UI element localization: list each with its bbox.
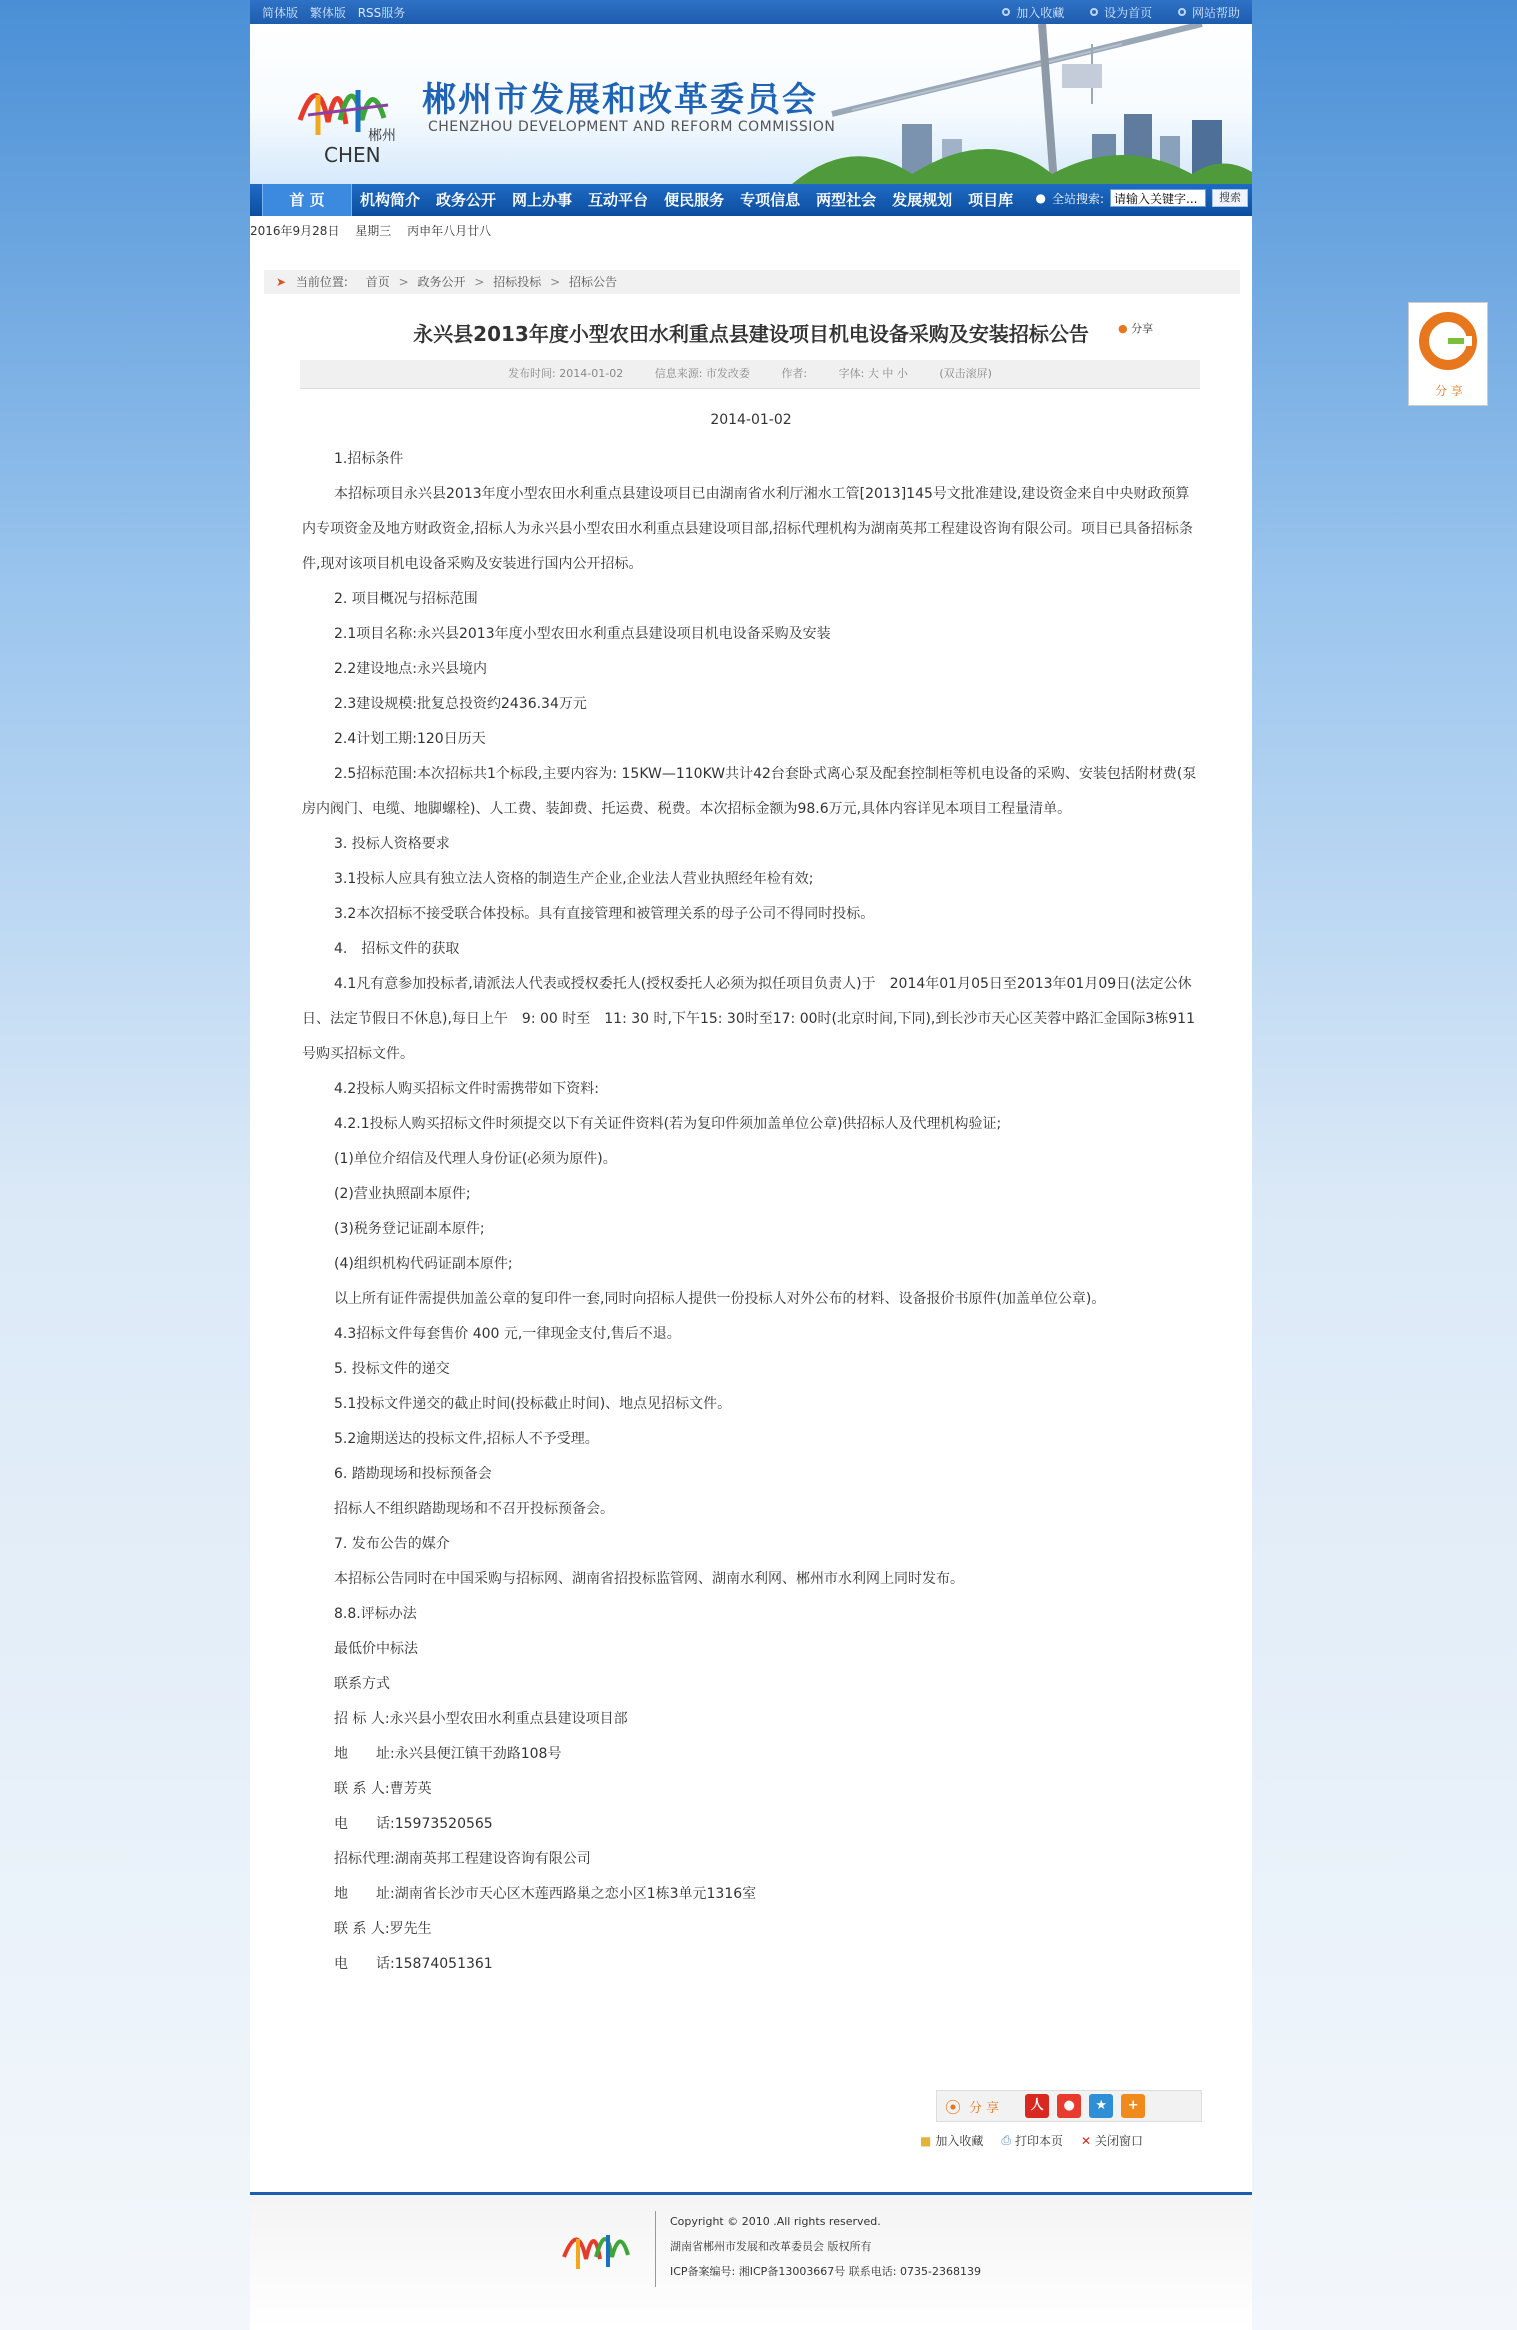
nav-online-service[interactable]: 网上办事 — [512, 191, 573, 209]
paragraph: 2.2建设地点:永兴县境内 — [334, 661, 487, 677]
logo-text-cn: 郴州 — [368, 128, 396, 144]
current-date: 2016年9月28日 — [250, 224, 340, 238]
article-title: 永兴县2013年度小型农田水利重点县建设项目机电设备采购及安装招标公告 — [413, 322, 1089, 346]
set-homepage-link[interactable] — [1090, 4, 1152, 21]
paragraph: 2.5招标范围:本次招标共1个标段,主要内容为: 15KW—110KW共计42台套卧式离心泵及配套控制柜等机电设备的采购、安装包括附材费(泵房内阀门、电缆、地脚螺栓)、人工费、装卸费、托运费、税费。本次招标金额为98.6万元,具体内容详见本项目工程量清单。 — [302, 766, 1197, 817]
paragraph: 1.招标条件 — [334, 451, 404, 467]
paragraph: 4.1凡有意参加投标者,请派法人代表或授权委托人(授权委托人必须为拟任项目负责人)于 2014年01月05日至2013年01月09日(法定公休日、法定节假日不休息),每日上午 9: 00 时至 11: 30 时,下午15: 30时至17: 00时(北京时间,下同),到长沙市天心区芙蓉中路汇金国际3栋911号购买招标文件。 — [302, 976, 1195, 1062]
breadcrumb-sep-icon: > — [550, 275, 561, 289]
paragraph: 4.3招标文件每套售价 400 元,一律现金支付,售后不退。 — [334, 1326, 681, 1342]
meta-font-size[interactable]: 字体: 大 中 小 — [838, 367, 908, 380]
nav-home[interactable]: 首 页 — [262, 184, 352, 216]
language-links — [262, 4, 413, 21]
main-nav — [250, 184, 1252, 216]
footer-chen-logo-icon — [556, 2213, 646, 2293]
nav-org-intro[interactable]: 机构简介 — [360, 191, 421, 209]
search-icon: ● — [1035, 191, 1046, 205]
breadcrumb-bidding[interactable]: 招标投标 — [493, 275, 542, 289]
article-tools — [920, 2132, 1143, 2149]
paragraph: 联系方式 — [334, 1676, 390, 1692]
paragraph: 2.3建设规模:批复总投资约2436.34万元 — [334, 696, 587, 712]
nav-two-type-society[interactable]: 两型社会 — [816, 191, 877, 209]
meta-author: 作者: — [781, 367, 808, 380]
paragraph: 地 址:永兴县便江镇干劲路108号 — [334, 1746, 562, 1762]
paragraph: 3. 投标人资格要求 — [334, 836, 450, 852]
paragraph: 地 址:湖南省长沙市天心区木莲西路巢之恋小区1栋3单元1316室 — [334, 1886, 757, 1902]
breadcrumb-bid-notice[interactable]: 招标公告 — [568, 275, 617, 289]
print-tool[interactable] — [1001, 2132, 1063, 2149]
share-bar-label[interactable]: 分 享 — [969, 2100, 1000, 2116]
weibo-share-icon[interactable]: ● — [1057, 2094, 1081, 2118]
bullet-icon — [1090, 8, 1098, 16]
paragraph: 联 系 人:罗先生 — [334, 1921, 432, 1937]
top-links — [980, 4, 1240, 21]
paragraph: 4. 招标文件的获取 — [334, 941, 460, 957]
paragraph: 5.2逾期送达的投标文件,招标人不予受理。 — [334, 1431, 599, 1447]
page-container — [250, 0, 1252, 2330]
print-tool-label: 打印本页 — [1014, 2134, 1063, 2148]
nav-special-info[interactable]: 专项信息 — [740, 191, 801, 209]
paragraph: 6. 踏勘现场和投标预备会 — [334, 1466, 492, 1482]
breadcrumb-gov-affairs[interactable]: 政务公开 — [417, 275, 466, 289]
site-help-label: 网站帮助 — [1191, 5, 1240, 20]
search-button[interactable]: 搜索 — [1212, 189, 1248, 207]
paragraph: 5. 投标文件的递交 — [334, 1361, 450, 1377]
close-tool-label: 关闭窗口 — [1095, 2134, 1144, 2148]
crane-skyline-image — [792, 24, 1252, 184]
share-mini-label: 分享 — [1131, 322, 1154, 335]
more-share-icon[interactable]: + — [1121, 2094, 1145, 2118]
paragraph: 电 话:15973520565 — [334, 1816, 493, 1832]
meta-scroll: (双击滚屏) — [939, 367, 992, 380]
paragraph: 5.1投标文件递交的截止时间(投标截止时间)、地点见招标文件。 — [334, 1396, 732, 1412]
qzone-share-icon[interactable]: ★ — [1089, 2094, 1113, 2118]
paragraph: 招 标 人:永兴县小型农田水利重点县建设项目部 — [334, 1711, 628, 1727]
paragraph: 以上所有证件需提供加盖公章的复印件一套,同时向招标人提供一份投标人对外公布的材料、设备报价书原件(加盖单位公章)。 — [334, 1291, 1106, 1307]
paragraph: 4.2.1投标人购买招标文件时须提交以下有关证件资料(若为复印件须加盖单位公章)供招标人及代理机构验证; — [334, 1116, 1002, 1132]
meta-published: 发布时间: 2014-01-02 — [508, 367, 624, 380]
meta-source: 信息来源: 市发改委 — [654, 367, 750, 380]
set-homepage-label: 设为首页 — [1104, 5, 1153, 20]
paragraph: 2.1项目名称:永兴县2013年度小型农田水利重点县建设项目机电设备采购及安装 — [334, 626, 831, 642]
paragraph: 8.8.评标办法 — [334, 1606, 417, 1622]
site-search — [1035, 189, 1248, 207]
breadcrumb-prefix: 当前位置: — [295, 275, 348, 289]
paragraph: (1)单位介绍信及代理人身份证(必须为原件)。 — [334, 1151, 617, 1167]
banner — [250, 24, 1252, 184]
footer-icp: ICP备案编号: 湘ICP备13003667号 联系电话: 0735-2368139 — [670, 2265, 981, 2278]
renren-share-icon[interactable]: 人 — [1025, 2094, 1049, 2118]
paragraph: 电 话:15874051361 — [334, 1956, 493, 1972]
article-date: 2014-01-02 — [710, 412, 792, 428]
share-mini-button[interactable] — [1118, 320, 1153, 336]
folder-icon: ■ — [920, 2133, 932, 2148]
breadcrumb-sep-icon: > — [474, 275, 485, 289]
share-bar — [936, 2090, 1202, 2122]
footer-vertical-divider — [655, 2211, 656, 2287]
article-meta — [300, 360, 1200, 389]
close-window-tool[interactable] — [1081, 2132, 1143, 2149]
search-input[interactable] — [1110, 189, 1206, 207]
printer-icon: ⎙ — [1001, 2133, 1011, 2147]
add-favorite-tool[interactable] — [920, 2132, 983, 2149]
paragraph: 联 系 人:曹芳英 — [334, 1781, 432, 1797]
lunar-date: 丙申年八月廿八 — [407, 224, 492, 238]
paragraph: 招标代理:湖南英邦工程建设咨询有限公司 — [334, 1851, 591, 1867]
logo-text-en: CHEN — [324, 143, 381, 167]
add-favorite-link[interactable] — [1002, 4, 1064, 21]
paragraph: 本招标项目永兴县2013年度小型农田水利重点县建设项目已由湖南省水利厅湘水工管[2013]145号文批准建设,建设资金来自中央财政预算内专项资金及地方财政资金,招标人为永兴县小型农田水利重点县建设项目部,招标代理机构为湖南英邦工程建设咨询有限公司。项目已具备招标条件,现对该项目机电设备采购及安装进行国内公开招标。 — [302, 486, 1193, 572]
close-icon: ✕ — [1080, 2133, 1092, 2148]
paragraph: 2.4计划工期:120日历天 — [334, 731, 486, 747]
top-bar — [250, 0, 1252, 24]
paragraph: 4.2投标人购买招标文件时需携带如下资料: — [334, 1081, 599, 1097]
paragraph: 2. 项目概况与招标范围 — [334, 591, 478, 607]
search-label: 全站搜索: — [1051, 191, 1104, 206]
footer — [250, 2195, 1252, 2330]
simplified-link[interactable]: 简体版 — [262, 5, 299, 20]
nav-gov-affairs[interactable]: 政务公开 — [436, 191, 497, 209]
add-favorite-label: 加入收藏 — [1016, 5, 1065, 20]
bullet-icon — [1178, 8, 1186, 16]
nav-interaction[interactable]: 互动平台 — [588, 191, 649, 209]
breadcrumb-arrow-icon: ➤ — [276, 275, 287, 289]
nav-project-library[interactable]: 项目库 — [968, 191, 1014, 209]
floating-share-button[interactable] — [1408, 302, 1488, 406]
paragraph: 最低价中标法 — [334, 1641, 418, 1657]
nav-dev-planning[interactable]: 发展规划 — [892, 191, 953, 209]
bullet-icon — [1002, 8, 1010, 16]
current-weekday: 星期三 — [355, 224, 392, 238]
paragraph: (4)组织机构代码证副本原件; — [334, 1256, 513, 1272]
share-mini-icon: ● — [1118, 322, 1128, 335]
nav-public-service[interactable]: 便民服务 — [664, 191, 725, 209]
chen-logo-icon — [288, 60, 408, 170]
paragraph: 3.1投标人应具有独立法人资格的制造生产企业,企业法人营业执照经年检有效; — [334, 871, 814, 887]
breadcrumb-sep-icon: > — [398, 275, 409, 289]
share-logo-icon: ⦿ — [945, 2097, 962, 2117]
paragraph: (2)营业执照副本原件; — [334, 1186, 471, 1202]
paragraph: 7. 发布公告的媒介 — [334, 1536, 450, 1552]
add-favorite-tool-label: 加入收藏 — [935, 2134, 984, 2148]
site-title: 郴州市发展和改革委员会 — [422, 80, 818, 120]
paragraph: 3.2本次招标不接受联合体投标。具有直接管理和被管理关系的母子公司不得同时投标。 — [334, 906, 875, 922]
breadcrumb-home[interactable]: 首页 — [365, 275, 390, 289]
floating-share-label: 分 享 — [1435, 384, 1463, 398]
site-help-link[interactable] — [1178, 4, 1240, 21]
footer-text — [670, 2209, 981, 2284]
footer-org: 湖南省郴州市发展和改革委员会 版权所有 — [670, 2240, 872, 2253]
rss-link[interactable]: RSS服务 — [357, 5, 406, 20]
paragraph: (3)税务登记证副本原件; — [334, 1221, 485, 1237]
article-body — [302, 442, 1202, 1982]
traditional-link[interactable]: 繁体版 — [309, 5, 346, 20]
breadcrumb — [264, 270, 1240, 294]
footer-copyright: Copyright © 2010 .All rights reserved. — [670, 2215, 881, 2228]
share-g-icon — [1418, 311, 1478, 371]
paragraph: 本招标公告同时在中国采购与招标网、湖南省招投标监管网、湖南水利网、郴州市水利网上同时发布。 — [334, 1571, 964, 1587]
site-subtitle: CHENZHOU DEVELOPMENT AND REFORM COMMISSION — [428, 119, 836, 135]
date-bar — [250, 216, 1252, 246]
paragraph: 招标人不组织踏勘现场和不召开投标预备会。 — [334, 1501, 614, 1517]
